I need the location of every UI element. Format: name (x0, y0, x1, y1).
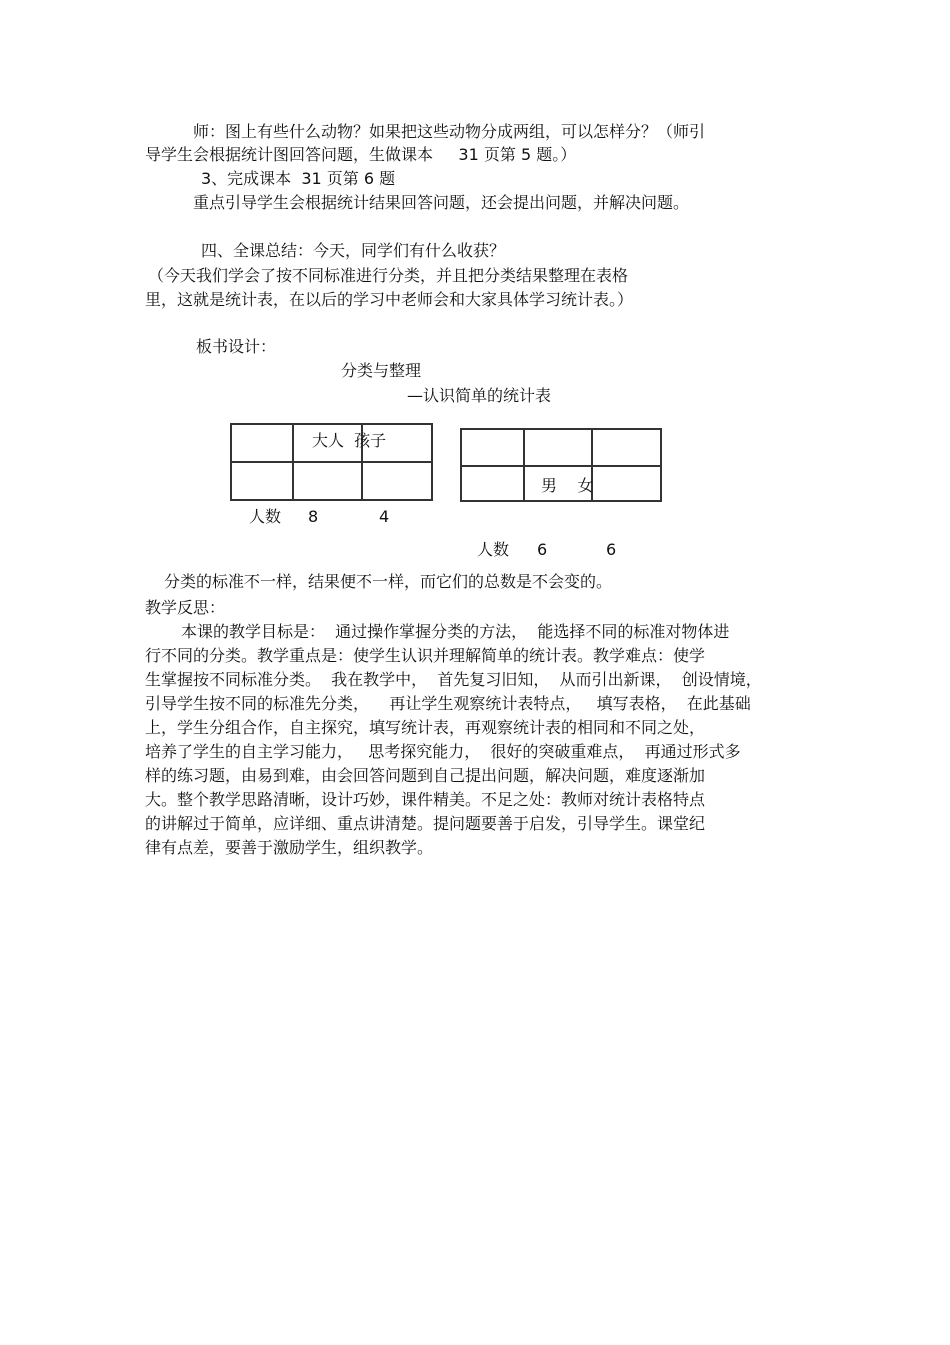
reflection-line: 本课的教学目标是： 通过操作掌握分类的方法， 能选择不同的标准对物体进 (181, 622, 730, 641)
table1-value-children: 4 (379, 507, 390, 526)
reflection-line: 培养了学生的自主学习能力， 思考探究能力， 很好的突破重难点， 再通过形式多 (145, 742, 741, 761)
reflection-line: 律有点差，要善于激励学生，组织教学。 (145, 838, 434, 857)
table1-count-label: 人数 (249, 507, 282, 526)
summary-heading: 四、全课总结：今天，同学们有什么收获？ (201, 241, 506, 260)
table1-value-adults: 8 (308, 507, 319, 526)
table1-header: 大人 孩子 (312, 431, 387, 450)
board-subtitle: —认识简单的统计表 (407, 386, 552, 405)
reflection-line: 样的练习题，由易到难，由会回答问题到自己提出问题，解决问题，难度逐渐加 (145, 766, 706, 785)
text-line: 重点引导学生会根据统计结果回答问题，还会提出问题，并解决问题。 (193, 193, 690, 212)
text-line: （今天我们学会了按不同标准进行分类，并且把分类结果整理在表格 (148, 266, 629, 285)
board-title: 分类与整理 (341, 361, 422, 380)
text-line: 里，这就是统计表，在以后的学习中老师会和大家具体学习统计表。） (145, 290, 634, 309)
table2-value-boys: 6 (537, 540, 548, 559)
reflection-line: 上，学生分组合作，自主探究，填写统计表，再观察统计表的相同和不同之处， (145, 718, 706, 737)
text-line: 3、完成课本 31 页第 6 题 (201, 169, 396, 188)
conclusion-line: 分类的标准不一样，结果便不一样，而它们的总数是不会变的。 (164, 572, 613, 591)
reflection-line: 行不同的分类。教学重点是：使学生认识并理解简单的统计表。教学难点：使学 (145, 646, 706, 665)
reflection-heading: 教学反思： (145, 598, 226, 617)
reflection-line: 的讲解过于简单，应详细、重点讲清楚。提问题要善于启发，引导学生。课堂纪 (145, 814, 706, 833)
text-line: 导学生会根据统计图回答问题，生做课本 31 页第 5 题。） (145, 145, 577, 164)
table2-value-girls: 6 (606, 540, 617, 559)
board-design-label: 板书设计： (196, 337, 277, 356)
table2-header: 男 女 (541, 476, 594, 495)
table2-count-label: 人数 (477, 540, 510, 559)
text-line: 师：图上有些什么动物？如果把这些动物分成两组，可以怎样分？（师引 (193, 122, 706, 141)
reflection-line: 引导学生按不同的标准先分类， 再让学生观察统计表特点， 填写表格， 在此基础 (145, 694, 751, 713)
reflection-line: 大。整个教学思路清晰，设计巧妙，课件精美。不足之处：教师对统计表格特点 (145, 790, 706, 809)
reflection-line: 生掌握按不同标准分类。 我在教学中， 首先复习旧知， 从而引出新课， 创设情境， (145, 670, 762, 689)
